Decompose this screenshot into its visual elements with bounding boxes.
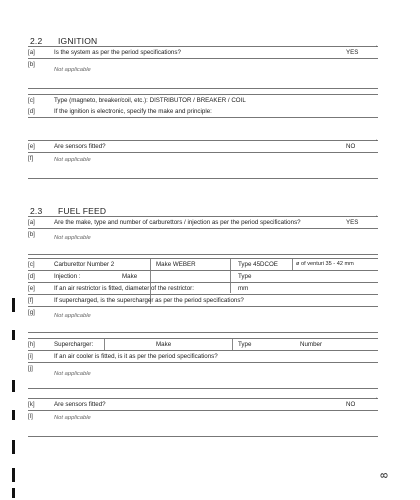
injection-type[interactable]: Type [238, 273, 252, 280]
fuel-row-d [28, 271, 380, 281]
row-divider [28, 388, 378, 389]
supercharger-number[interactable]: Number [300, 341, 323, 348]
section-title: FUEL FEED [58, 206, 107, 216]
row-label: [k] [28, 401, 35, 408]
row-divider [28, 88, 378, 89]
row-label: [b] [28, 61, 35, 68]
section-heading-fuel-feed [30, 206, 106, 216]
fuel-row-f [28, 295, 380, 305]
binding-mark [12, 440, 15, 454]
ignition-row-a [28, 47, 380, 57]
supercharger-make[interactable]: Make [156, 341, 172, 348]
row-question: If the ignition is electronic, specify the make and principle: [54, 108, 212, 115]
row-note: Not applicable [54, 313, 91, 319]
row-note: Not applicable [54, 415, 91, 421]
row-answer[interactable]: NO [346, 143, 356, 150]
binding-mark [12, 410, 15, 420]
row-answer[interactable]: NO [346, 401, 356, 408]
page-number: 8 [379, 472, 391, 479]
row-divider [28, 117, 378, 118]
row-question: If supercharged, is the supercharger as per the period specifications? [54, 297, 244, 304]
row-note: Not applicable [54, 67, 91, 73]
fuel-row-k [28, 399, 380, 409]
section-heading-ignition [30, 36, 97, 46]
fuel-row-h [28, 339, 380, 349]
injection-make[interactable]: Make [122, 273, 138, 280]
binding-mark [12, 298, 15, 312]
ignition-row-c [28, 95, 380, 105]
margin-tick: ' [376, 46, 378, 52]
column-divider [232, 339, 233, 350]
ignition-row-f [28, 153, 380, 177]
row-label: [c] [28, 97, 35, 104]
margin-tick: ' [376, 140, 378, 146]
margin-tick: ' [376, 216, 378, 222]
row-note: Not applicable [54, 371, 91, 377]
fuel-row-i [28, 351, 380, 361]
row-label: [b] [28, 231, 35, 238]
row-divider [28, 436, 378, 437]
section-number: 2.2 [30, 36, 43, 46]
carburettor-type[interactable]: Type 45DCOE [238, 261, 278, 268]
row-label: [j] [28, 365, 33, 372]
restrictor-unit[interactable]: mm [238, 285, 249, 292]
fuel-row-a [28, 217, 380, 227]
fuel-row-b [28, 229, 380, 253]
supercharger-type[interactable]: Type [238, 341, 252, 348]
row-divider [28, 254, 378, 255]
row-label: [g] [28, 309, 35, 316]
row-question: If an air restrictor is fitted, diameter of the restrictor: [54, 285, 194, 292]
row-label: [h] [28, 341, 35, 348]
fuel-row-l [28, 411, 380, 435]
row-question: Are the make, type and number of carburettors / injection as per the period specifications? [54, 219, 301, 226]
binding-mark [12, 380, 15, 392]
row-label: [i] [28, 353, 33, 360]
binding-mark [12, 468, 15, 482]
row-label: [d] [28, 273, 35, 280]
row-question: Injection : [54, 273, 81, 280]
ignition-row-d [28, 106, 380, 116]
margin-tick: ' [376, 398, 378, 404]
carburettor-make[interactable]: Make WEBER [156, 261, 196, 268]
row-label: [a] [28, 49, 35, 56]
ignition-row-e [28, 141, 380, 151]
row-question: Type (magneto, breaker/coil, etc.): DISTRIBUTOR / BREAKER / COIL [54, 97, 246, 104]
column-divider [292, 259, 293, 270]
row-question: Are sensors fitted? [54, 143, 106, 150]
section-title: IGNITION [58, 36, 98, 46]
carburettor-venturi[interactable]: ø of venturi 35 - 42 mm [296, 261, 354, 267]
row-note: Not applicable [54, 235, 91, 241]
row-label: [f] [28, 297, 34, 304]
binding-mark [12, 488, 15, 498]
row-label: [e] [28, 143, 35, 150]
section-number: 2.3 [30, 206, 43, 216]
row-label: [f] [28, 155, 34, 162]
row-question: If an air cooler is fitted, is it as per the period specifications? [54, 353, 218, 360]
row-divider [28, 332, 378, 333]
row-answer[interactable]: YES [346, 49, 359, 56]
row-label: [a] [28, 219, 35, 226]
row-question: Supercharger: [54, 341, 94, 348]
row-label: [l] [28, 413, 33, 420]
row-label: [d] [28, 108, 35, 115]
ignition-row-b [28, 59, 380, 87]
row-question: Carburettor Number 2 [54, 261, 115, 268]
column-divider [104, 339, 105, 350]
row-divider [28, 178, 378, 179]
fuel-row-g [28, 307, 380, 331]
binding-mark [12, 330, 15, 340]
row-label: [c] [28, 261, 35, 268]
row-question: Is the system as per the period specifications? [54, 49, 181, 56]
fuel-row-c [28, 259, 380, 269]
fuel-row-e [28, 283, 380, 293]
row-answer[interactable]: YES [346, 219, 359, 226]
row-note: Not applicable [54, 157, 91, 163]
fuel-row-j [28, 363, 380, 387]
row-label: [e] [28, 285, 35, 292]
row-question: Are sensors fitted? [54, 401, 106, 408]
